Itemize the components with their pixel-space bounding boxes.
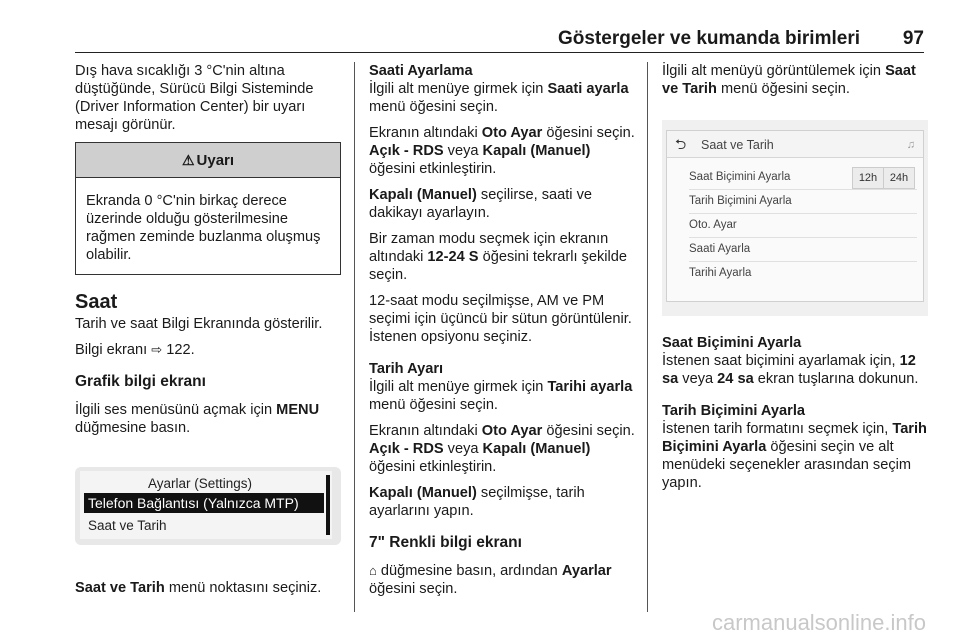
text: seçilirse, saati ve dakikayı ayarlayın. bbox=[369, 187, 593, 221]
screen-row: Oto. Ayar bbox=[689, 213, 917, 238]
selected-menu-item: Telefon Bağlantısı (Yalnızca MTP) bbox=[84, 493, 324, 513]
paragraph bbox=[369, 378, 635, 414]
text: ekran tuşlarına dokunun. bbox=[753, 371, 919, 387]
text: öğesini etkinleştirin. bbox=[369, 459, 497, 475]
text: öğesini seçin. bbox=[542, 125, 635, 141]
text: veya bbox=[443, 143, 483, 159]
text-bold: Kapalı (Manuel) bbox=[369, 485, 477, 501]
text: Ekranın altındaki bbox=[369, 125, 482, 141]
text: öğesini seçin. bbox=[542, 423, 635, 439]
text-bold: Açık - RDS bbox=[369, 441, 444, 457]
text: veya bbox=[443, 441, 483, 457]
music-note-icon: ♫ bbox=[906, 139, 915, 151]
screen-title: Ayarlar (Settings) bbox=[147, 476, 253, 491]
paragraph bbox=[369, 80, 635, 116]
text: Ekranın altındaki bbox=[369, 423, 482, 439]
text: menü noktasını seçiniz. bbox=[164, 580, 322, 596]
screen-title-bar bbox=[667, 131, 923, 158]
text: seçilmişse, tarih ayarlarını yapın. bbox=[369, 485, 585, 519]
page-title: Göstergeler ve kumanda birimleri bbox=[557, 28, 860, 49]
text-bold: Tarihi ayarla bbox=[547, 379, 633, 395]
screen-row: Tarihi Ayarla bbox=[689, 267, 752, 279]
text-bold: Kapalı (Manuel) bbox=[482, 143, 591, 159]
back-arrow-icon: ⮌ bbox=[675, 136, 687, 152]
time-format-segmented bbox=[852, 167, 915, 189]
text: öğesini seçin. bbox=[369, 581, 458, 597]
text-bold: Tarih Biçimini Ayarla bbox=[662, 421, 927, 455]
page-ref-arrow-icon: ⇨ bbox=[151, 342, 163, 357]
warning-box bbox=[75, 142, 341, 275]
menu-button-name: MENU bbox=[276, 402, 320, 418]
text-bold: 12 sa bbox=[662, 353, 916, 387]
paragraph bbox=[369, 124, 635, 178]
final-paragraph bbox=[75, 579, 341, 597]
text-bold: Saat ve Tarih bbox=[75, 580, 165, 596]
saat-text: Tarih ve saat Bilgi Ekranında gösterilir. bbox=[75, 316, 323, 332]
column-1 bbox=[75, 62, 341, 605]
text: öğesini seçin ve alt menüdeki seçenekler arasından seçim yapın. bbox=[662, 439, 912, 491]
paragraph bbox=[369, 230, 635, 284]
scrollbar bbox=[326, 475, 330, 535]
bilgi-ref-paragraph bbox=[75, 341, 341, 359]
home-icon: ⌂ bbox=[369, 563, 377, 578]
paragraph bbox=[369, 484, 635, 520]
text-bold: 12-24 S bbox=[427, 249, 479, 265]
screen-title: Saat ve Tarih bbox=[701, 138, 774, 152]
bilgi-ref: 122. bbox=[166, 342, 195, 358]
heading-renkli-ekran: 7" Renkli bilgi ekranı bbox=[369, 534, 522, 551]
text-bold: Saat ve Tarih bbox=[662, 63, 916, 97]
text: İstenen saat biçimini ayarlamak için, bbox=[662, 353, 900, 369]
screen-row bbox=[689, 165, 917, 190]
watermark: carmanualsonline.info bbox=[711, 610, 926, 635]
column-3 bbox=[662, 62, 928, 500]
screen-row: Tarih Biçimini Ayarla bbox=[689, 189, 917, 214]
warning-body: Ekranda 0 °C'nin birkaç derece üzerinde olduğu gösterilmesine rağmen zeminde buzlanma oluşmuş olabilir. bbox=[86, 193, 321, 263]
text-bold: Oto Ayar bbox=[481, 423, 543, 439]
color-display-screenshot bbox=[662, 120, 928, 316]
text: İlgili alt menüyü görüntülemek için bbox=[662, 63, 886, 79]
seg-12h: 12h bbox=[853, 168, 883, 188]
text-bold: Ayarlar bbox=[561, 563, 612, 579]
text: İstenen tarih formatını seçmek için, bbox=[662, 421, 893, 437]
text: menü öğesini seçin. bbox=[369, 99, 498, 115]
paragraph bbox=[662, 420, 928, 492]
column-divider bbox=[354, 62, 355, 612]
text: İlgili alt menüye girmek için bbox=[369, 379, 548, 395]
row-label: Saat Biçimini Ayarla bbox=[689, 171, 791, 183]
text: öğesini etkinleştirin. bbox=[369, 161, 497, 177]
page-number: 97 bbox=[902, 28, 924, 49]
text: İlgili alt menüye girmek için bbox=[369, 81, 548, 97]
menu-item: Saat ve Tarih bbox=[88, 518, 167, 533]
text-bold: Açık - RDS bbox=[369, 143, 444, 159]
paragraph bbox=[369, 562, 635, 598]
page-header bbox=[75, 26, 924, 53]
paragraph bbox=[369, 422, 635, 476]
text-bold: 24 sa bbox=[717, 371, 754, 387]
grafik-paragraph bbox=[75, 401, 341, 437]
warning-icon: ⚠ bbox=[181, 152, 195, 168]
paragraph bbox=[662, 62, 928, 98]
paragraph: 12-saat modu seçilmişse, AM ve PM seçimi için üçüncü bir sütun görüntülenir. İstenen opsiyonu seçiniz. bbox=[369, 293, 632, 345]
text-bold: Saati ayarla bbox=[547, 81, 629, 97]
screen-row: Saati Ayarla bbox=[689, 237, 917, 262]
paragraph bbox=[369, 186, 635, 222]
text: düğmesine basın. bbox=[75, 420, 191, 436]
heading-tarih-ayari: Tarih Ayarı bbox=[369, 361, 444, 377]
text: Bir zaman modu seçmek için ekranın altındaki bbox=[369, 231, 609, 265]
seg-24h: 24h bbox=[883, 168, 914, 188]
section-heading-saat: Saat bbox=[75, 291, 118, 313]
heading-saat-ayarlama: Saati Ayarlama bbox=[369, 63, 473, 79]
heading-tarih-bicimi: Tarih Biçimini Ayarla bbox=[662, 403, 806, 419]
column-2 bbox=[369, 62, 635, 606]
text: düğmesine basın, ardından bbox=[376, 563, 562, 579]
text: veya bbox=[678, 371, 718, 387]
text: menü öğesini seçin. bbox=[369, 397, 498, 413]
warning-title: Uyarı bbox=[196, 152, 235, 169]
warning-header bbox=[76, 143, 340, 178]
subheading-grafik: Grafik bilgi ekranı bbox=[75, 373, 206, 390]
screen-frame bbox=[666, 130, 924, 302]
intro-paragraph: Dış hava sıcaklığı 3 °C'nin altına düştüğünde, Sürücü Bilgi Sisteminde (Driver Information Center) bir uyarı mesajı görünür. bbox=[75, 63, 314, 133]
screen-area bbox=[80, 471, 332, 539]
column-divider bbox=[647, 62, 648, 612]
bilgi-prefix: Bilgi ekranı bbox=[75, 342, 152, 358]
text: İlgili ses menüsünü açmak için bbox=[75, 402, 277, 418]
graphic-display-screenshot bbox=[75, 467, 341, 545]
text: öğesini tekrarlı şekilde seçin. bbox=[369, 249, 627, 283]
paragraph bbox=[662, 352, 928, 388]
text-bold: Oto Ayar bbox=[481, 125, 543, 141]
heading-saat-bicimi: Saat Biçimini Ayarla bbox=[662, 335, 802, 351]
text-bold: Kapalı (Manuel) bbox=[369, 187, 477, 203]
text-bold: Kapalı (Manuel) bbox=[482, 441, 591, 457]
text: menü öğesini seçin. bbox=[716, 81, 850, 97]
